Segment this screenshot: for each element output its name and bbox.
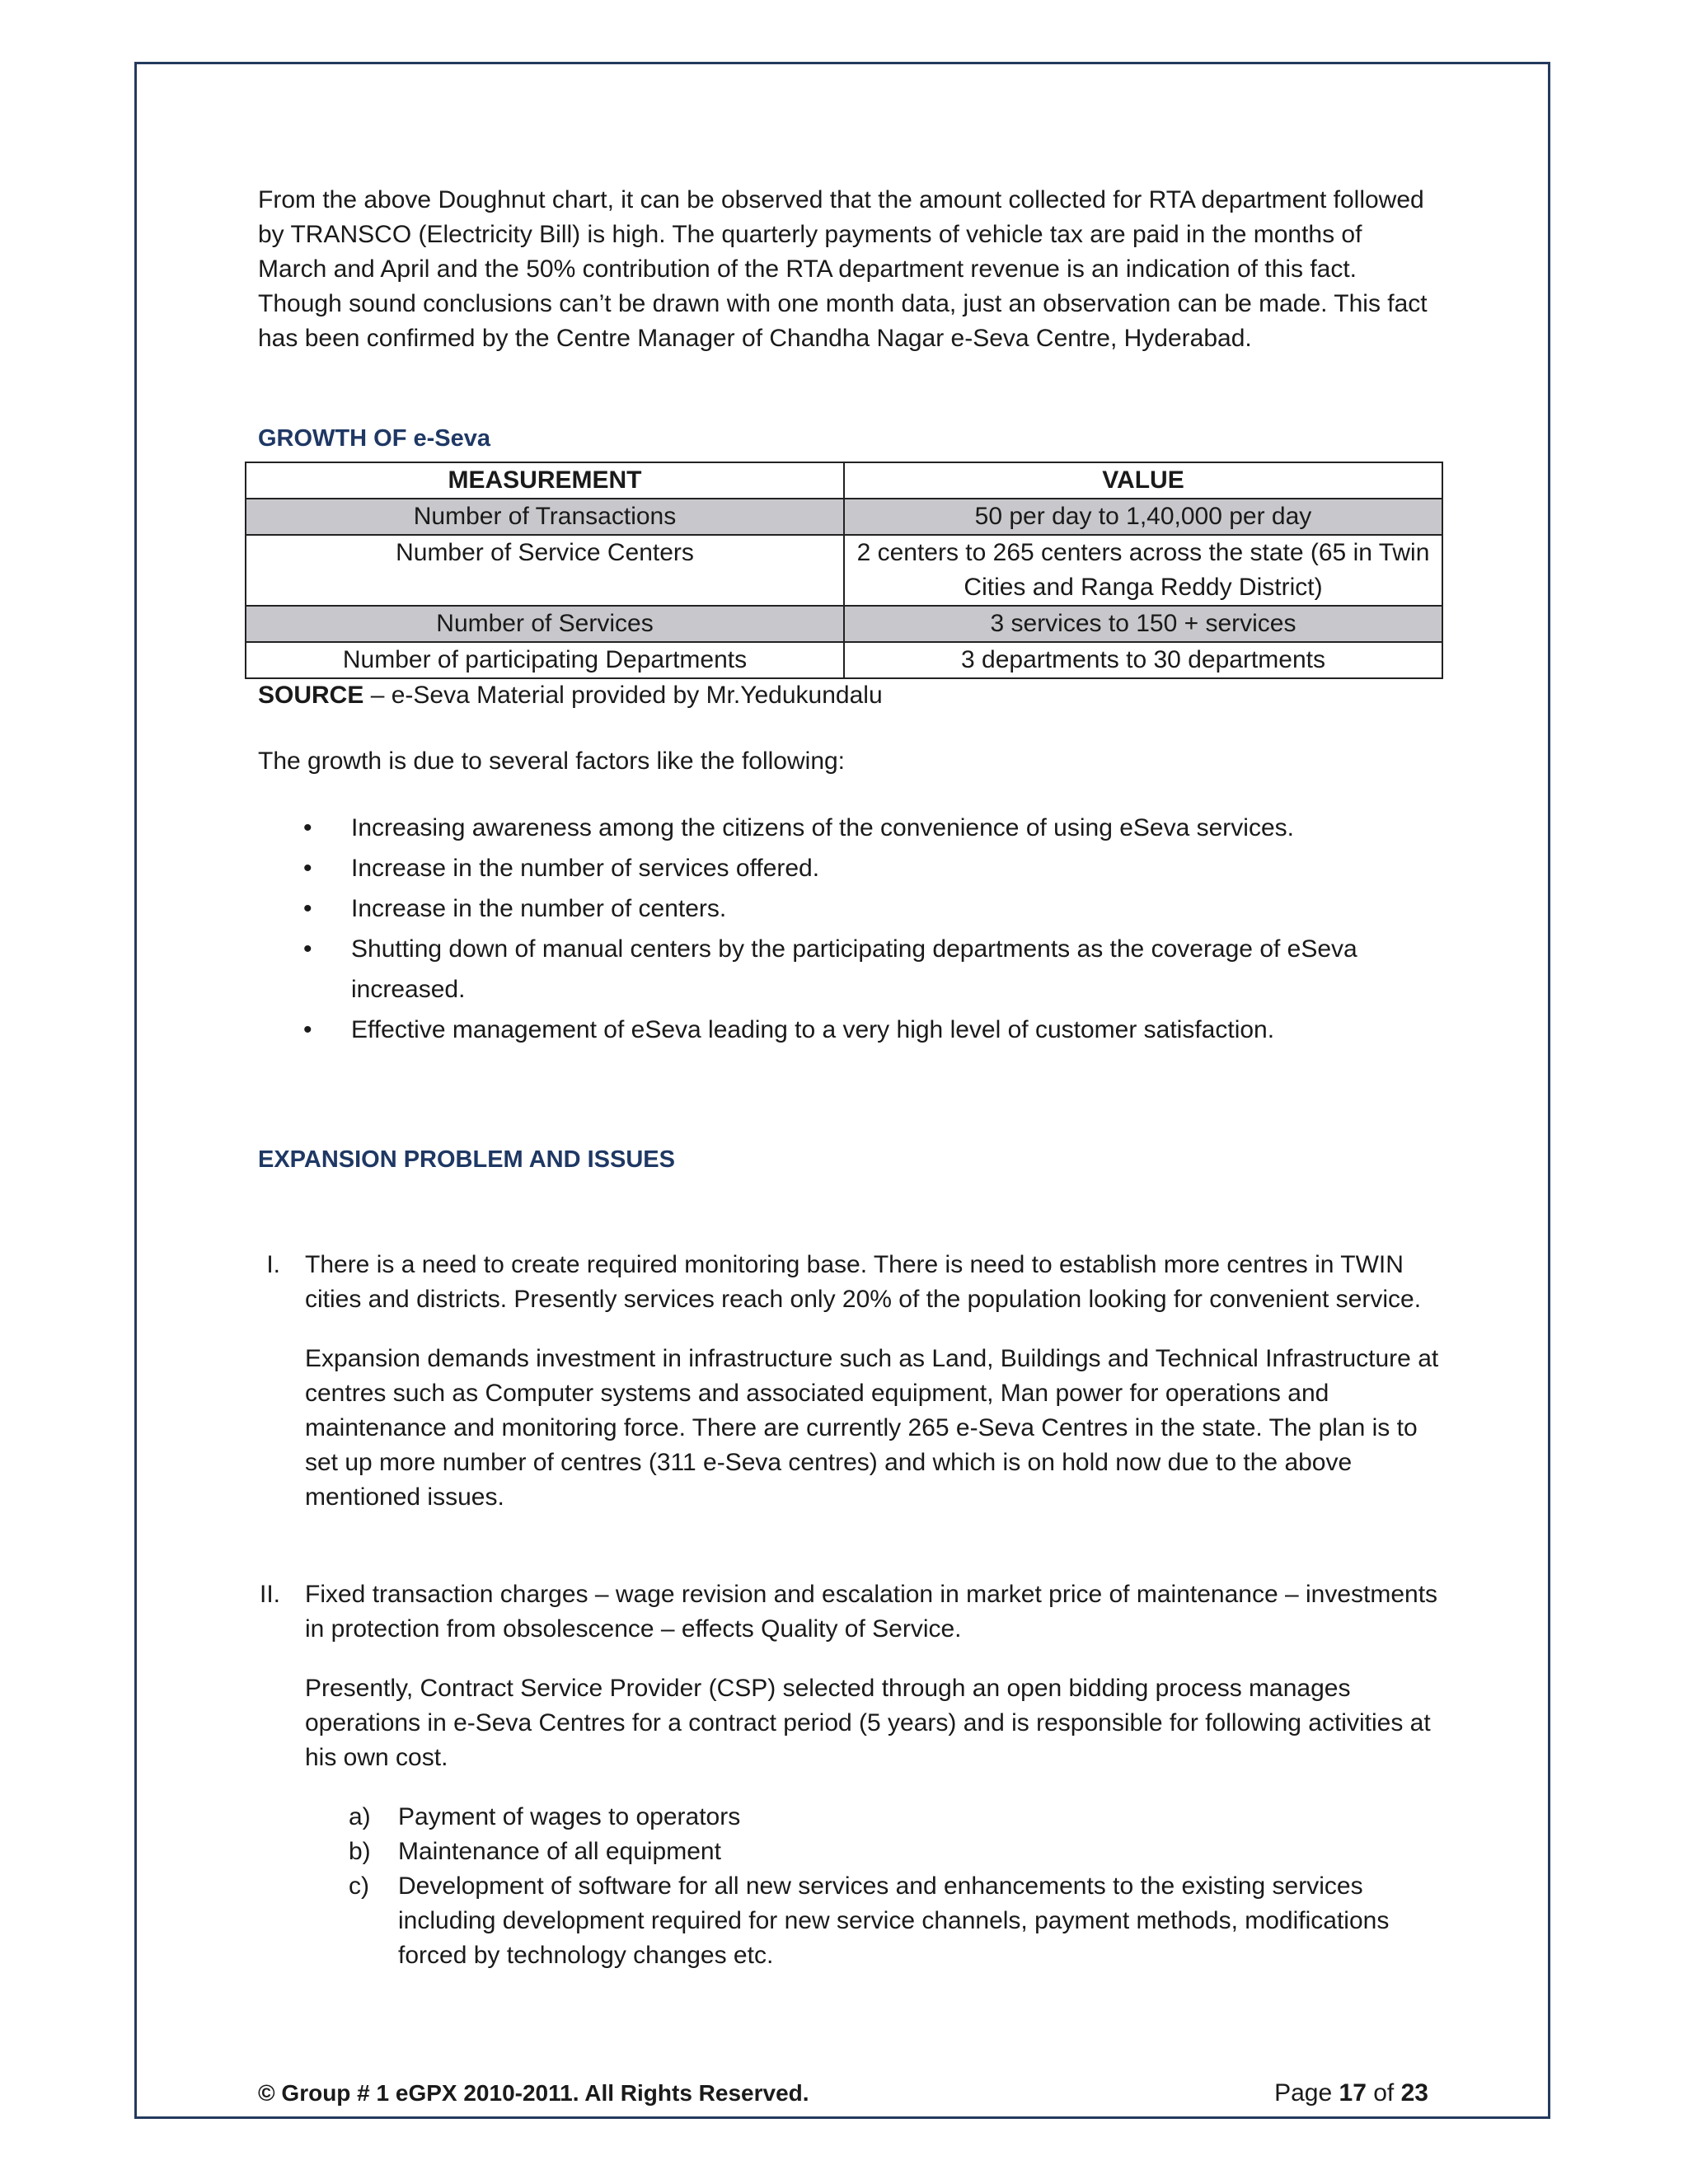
header-value: VALUE (844, 462, 1442, 499)
list-item-text: Payment of wages to operators (398, 1803, 741, 1830)
list-item (349, 1869, 1442, 1973)
table-row (246, 606, 1442, 642)
page-total: 23 (1400, 2079, 1428, 2107)
list-item (258, 1010, 1437, 1050)
list-item (258, 929, 1437, 1010)
list-item-text: Effective management of eSeva leading to a very high level of customer satisfaction. (351, 1016, 1275, 1043)
list-item-text: Maintenance of all equipment (398, 1838, 721, 1865)
list-label: c) (349, 1872, 369, 1900)
bullet-icon: • (303, 814, 312, 841)
measurement-cell: Number of participating Departments (246, 642, 844, 678)
measurement-cell: Number of Service Centers (246, 535, 844, 606)
list-item (258, 848, 1437, 888)
issue-number: II. (259, 1581, 280, 1608)
issue-item-2 (239, 1577, 1442, 1973)
issue-paragraph: Presently, Contract Service Provider (CSP) selected through an open bidding process manages operations in e-Seva Centres for a contract period (5 years) and is responsible for following activities at his own cost. (305, 1675, 1431, 1771)
list-item (258, 808, 1437, 848)
bullet-icon: • (303, 935, 312, 963)
issue-paragraph: Expansion demands investment in infrastructure such as Land, Buildings and Technical Infrastructure at centres such as Computer systems and associated equipment, Man power for operations and maintenance and monitoring force. There are currently 265 e-Seva Centres in the state. The plan is to set up more number of centres (311 e-Seva centres) and which is on hold now due to the above mentioned issues. (305, 1345, 1439, 1511)
issue-item-1 (239, 1248, 1442, 1540)
source-text: – e-Seva Material provided by Mr.Yedukundalu (363, 682, 883, 709)
intro-paragraph: From the above Doughnut chart, it can be observed that the amount collected for RTA department followed by TRANSCO (Electricity Bill) is high. The quarterly payments of vehicle tax are paid in the months of March and April and the 50% contribution of the RTA department revenue is an indication of this fact. Though sound conclusions can’t be drawn with one month data, just an observation can be made. This fact has been confirmed by the Centre Manager of Chandha Nagar e-Seva Centre, Hyderabad. (258, 186, 1428, 352)
of-word: of (1373, 2079, 1395, 2107)
table-header-row (246, 462, 1442, 499)
bullet-icon: • (303, 895, 312, 922)
table-row (246, 642, 1442, 678)
page-current: 17 (1339, 2079, 1367, 2107)
list-item-text: Development of software for all new services and enhancements to the existing services including development required for new service channels, payment methods, modifications forced by technology changes etc. (398, 1872, 1390, 1969)
issue-paragraph: Fixed transaction charges – wage revision and escalation in market price of maintenance – investments in protection from obsolescence – effects Quality of Service. (305, 1581, 1438, 1643)
source-label: SOURCE (258, 682, 364, 709)
list-label: a) (349, 1803, 371, 1830)
value-cell: 3 services to 150 + services (844, 606, 1442, 642)
growth-table (245, 462, 1443, 679)
measurement-cell: Number of Transactions (246, 499, 844, 535)
list-item-text: Increase in the number of centers. (351, 895, 727, 922)
value-cell: 2 centers to 265 centers across the state (65 in Twin Cities and Ranga Reddy District) (844, 535, 1442, 606)
expansion-heading: EXPANSION PROBLEM AND ISSUES (258, 1146, 675, 1173)
issue-paragraph: There is a need to create required monitoring base. There is need to establish more centres in TWIN cities and districts. Presently services reach only 20% of the population looking for convenient service. (305, 1251, 1422, 1313)
list-item (349, 1835, 1442, 1869)
measurement-cell: Number of Services (246, 606, 844, 642)
growth-heading: GROWTH OF e-Seva (258, 425, 490, 452)
factors-lead: The growth is due to several factors like the following: (258, 748, 846, 775)
list-label: b) (349, 1838, 371, 1865)
footer-page-number (1274, 2077, 1428, 2110)
table-source (258, 678, 883, 713)
activities-list (349, 1800, 1442, 1973)
page-word: Page (1274, 2079, 1333, 2107)
list-item (258, 888, 1437, 929)
value-cell: 50 per day to 1,40,000 per day (844, 499, 1442, 535)
bullet-icon: • (303, 855, 312, 882)
table-row (246, 499, 1442, 535)
list-item (349, 1800, 1442, 1835)
footer-copyright: © Group # 1 eGPX 2010-2011. All Rights Reserved. (258, 2080, 809, 2106)
bullet-icon: • (303, 1016, 312, 1043)
list-item-text: Increasing awareness among the citizens of the convenience of using eSeva services. (351, 814, 1294, 841)
intro-block (258, 183, 1437, 356)
factors-list (258, 808, 1437, 1050)
issue-number: I. (266, 1251, 280, 1278)
list-item-text: Shutting down of manual centers by the participating departments as the coverage of eSeva increased. (351, 935, 1357, 1003)
value-cell: 3 departments to 30 departments (844, 642, 1442, 678)
header-measurement: MEASUREMENT (246, 462, 844, 499)
list-item-text: Increase in the number of services offered. (351, 855, 820, 882)
table-row (246, 535, 1442, 606)
